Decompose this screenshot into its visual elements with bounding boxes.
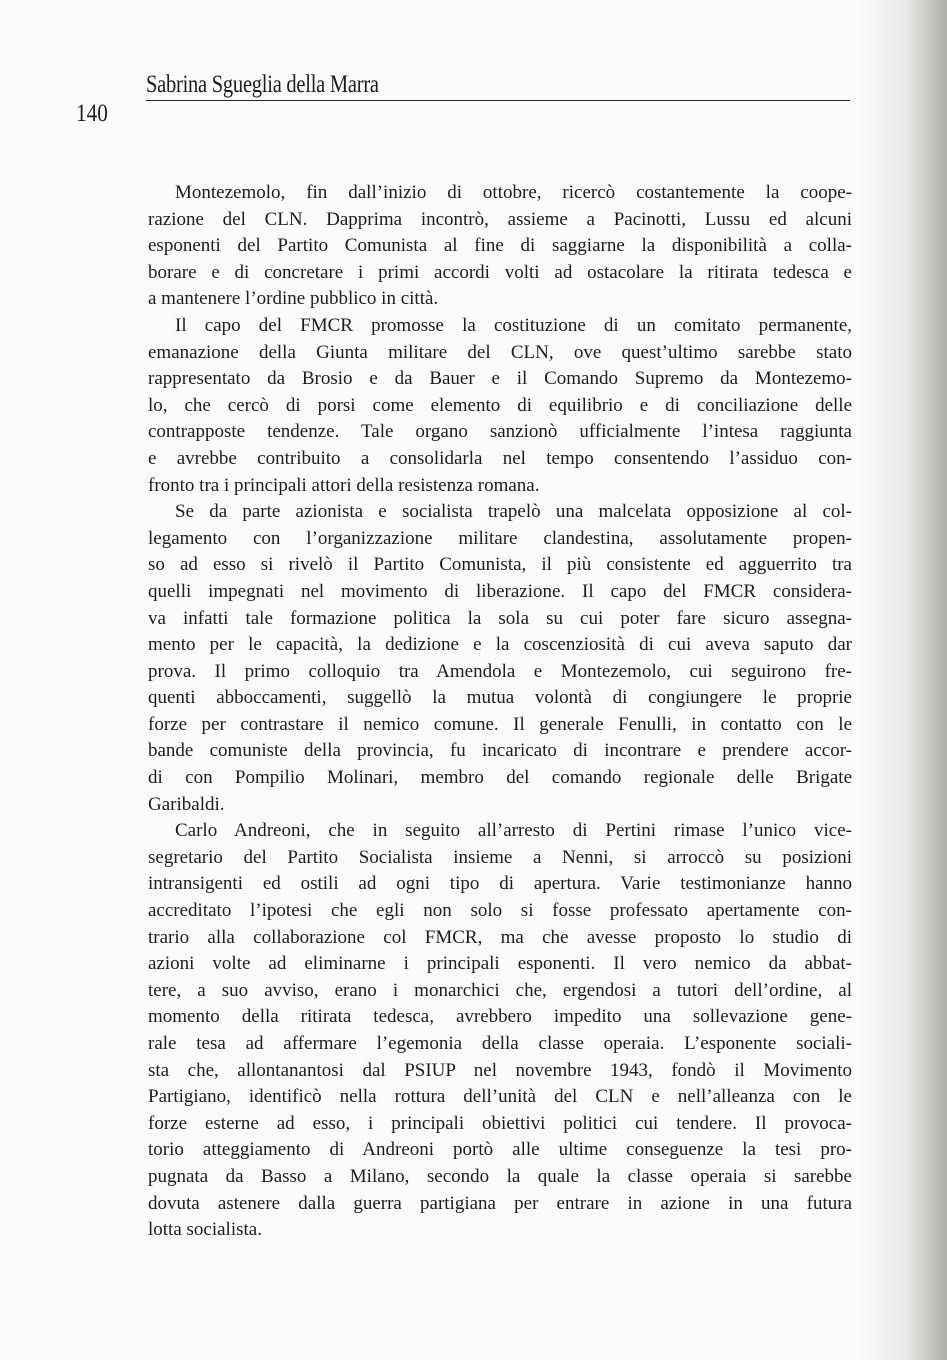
text-line: sta che, allontanantosi dal PSIUP nel novembre 1943, fondò il Movimento — [148, 1059, 852, 1081]
paragraph-3 — [148, 499, 852, 818]
text-line: Partigiano, identificò nella rottura dell’unità del CLN e nell’alleanza con le — [148, 1086, 852, 1108]
running-head-title: Sabrina Sgueglia della Marra — [146, 71, 379, 98]
text-line: azioni volte ad eliminarne i principali esponenti. Il vero nemico da abbat- — [148, 953, 852, 975]
text-line: tere, a suo avviso, erano i monarchici che, ergendosi a tutori dell’ordine, al — [148, 979, 852, 1001]
text-line: borare e di concretare i primi accordi volti ad ostacolare la ritirata tedesca e — [148, 261, 852, 283]
paragraph-1 — [148, 180, 852, 313]
text-line: lo, che cercò di porsi come elemento di equilibrio e di conciliazione delle — [148, 394, 852, 416]
text-line: rappresentato da Brosio e da Bauer e il Comando Supremo da Montezemo- — [148, 368, 852, 390]
text-line: segretario del Partito Socialista insieme a Nenni, si arroccò su posizioni — [148, 846, 852, 868]
header-rule — [146, 100, 850, 101]
text-line: momento della ritirata tedesca, avrebbero impedito una sollevazione gene- — [148, 1006, 852, 1028]
text-line: forze esterne ad esso, i principali obiettivi politici cui tendere. Il provoca- — [148, 1112, 852, 1134]
text-line: prova. Il primo colloquio tra Amendola e Montezemolo, cui seguirono fre- — [148, 660, 852, 682]
text-line: contrapposte tendenze. Tale organo sanzionò ufficialmente l’intesa raggiunta — [148, 421, 852, 443]
text-line: torio atteggiamento di Andreoni portò alle ultime conseguenze la tesi pro- — [148, 1139, 852, 1161]
text-line: legamento con l’organizzazione militare clandestina, assolutamente propen- — [148, 527, 852, 549]
text-line: forze per contrastare il nemico comune. Il generale Fenulli, in contatto con le — [148, 713, 852, 735]
text-line: dovuta astenere dalla guerra partigiana per entrare in azione in una futura — [148, 1192, 852, 1214]
text-line: intransigenti ed ostili ad ogni tipo di apertura. Varie testimonianze hanno — [148, 873, 852, 895]
body-text — [148, 180, 852, 1244]
text-line: a mantenere l’ordine pubblico in città. — [148, 288, 439, 310]
text-line: Il capo del FMCR promosse la costituzione di un comitato permanente, — [175, 314, 852, 336]
text-line: va infatti tale formazione politica la sola su cui poter fare sicuro assegna- — [148, 607, 852, 629]
text-line: quelli impegnati nel movimento di liberazione. Il capo del FMCR considera- — [148, 580, 852, 602]
text-line: Carlo Andreoni, che in seguito all’arresto di Pertini rimase l’unico vice- — [175, 820, 852, 842]
text-line: fronto tra i principali attori della resistenza romana. — [148, 474, 540, 496]
text-line: so ad esso si rivelò il Partito Comunista, il più consistente ed agguerrito tra — [148, 554, 852, 576]
text-line: pugnata da Basso a Milano, secondo la quale la classe operaia si sarebbe — [148, 1165, 852, 1187]
text-line: emanazione della Giunta militare del CLN, ove quest’ultimo sarebbe stato — [148, 341, 852, 363]
text-line: mento per le capacità, la dedizione e la coscenziosità di cui aveva saputo dar — [148, 634, 852, 656]
paragraph-4 — [148, 818, 852, 1244]
text-line: Garibaldi. — [148, 793, 225, 815]
text-line: e avrebbe contribuito a consolidarla nel tempo consentendo l’assiduo con- — [148, 447, 852, 469]
text-line: Montezemolo, fin dall’inizio di ottobre, ricercò costantemente la coope- — [175, 182, 852, 203]
text-line: accreditato l’ipotesi che egli non solo si fosse professato apertamente con- — [148, 900, 852, 922]
text-line: rale tesa ad affermare l’egemonia della classe operaia. L’esponente sociali- — [148, 1033, 852, 1054]
page-number: 140 — [76, 100, 108, 127]
text-line: esponenti del Partito Comunista al fine di saggiarne la disponibilità a colla- — [148, 235, 852, 257]
text-line: quenti abboccamenti, suggellò la mutua volontà di congiungere le proprie — [148, 687, 852, 709]
page-gutter-shadow — [857, 0, 947, 1360]
text-line: di con Pompilio Molinari, membro del comando regionale delle Brigate — [148, 767, 852, 789]
text-line: Se da parte azionista e socialista trapelò una malcelata opposizione al col- — [175, 501, 852, 523]
text-line: trario alla collaborazione col FMCR, ma che avesse proposto lo studio di — [148, 926, 852, 948]
paragraph-2 — [148, 313, 852, 499]
text-line: razione del CLN. Dapprima incontrò, assieme a Pacinotti, Lussu ed alcuni — [148, 208, 852, 230]
text-line: bande comuniste della provincia, fu incaricato di incontrare e prendere accor- — [148, 740, 852, 762]
text-line: lotta socialista. — [148, 1219, 262, 1241]
